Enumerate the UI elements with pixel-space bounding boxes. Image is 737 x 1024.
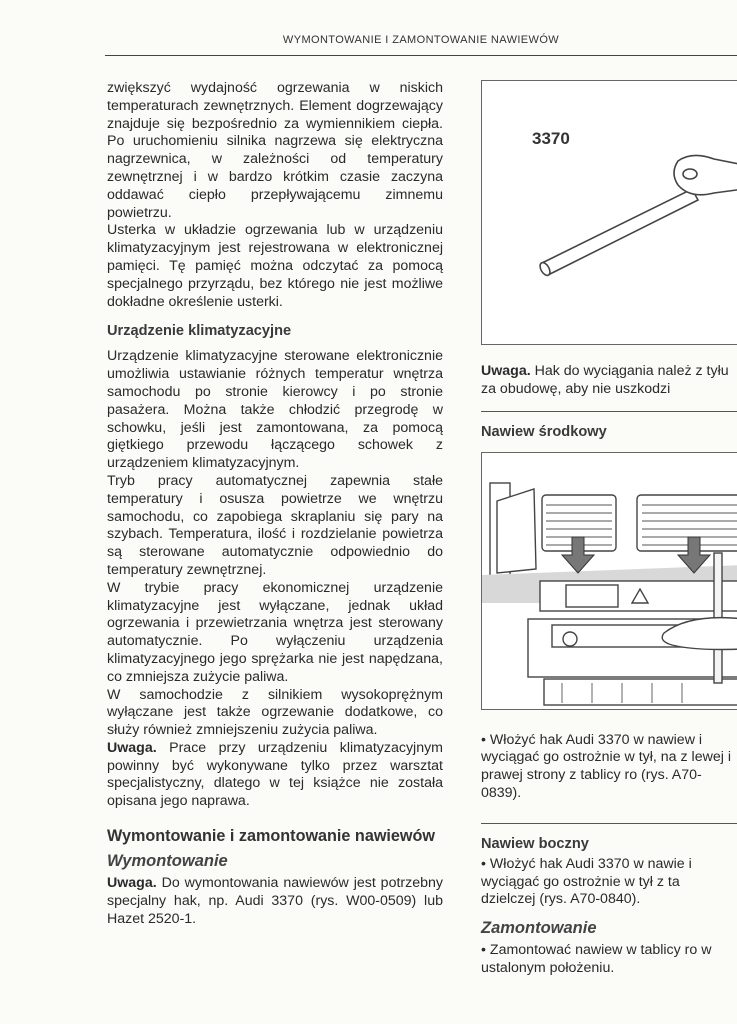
note-label: Uwaga. <box>107 875 157 892</box>
center-vent-instruction: • Włożyć hak Audi 3370 w nawiew i wyciągać go ostrożnie w tył, na z lewej i prawej strony z tablicy ro (rys. A70-0839). <box>481 731 731 801</box>
divider <box>481 411 737 412</box>
note-text: Hak do wyciągania należ z tyłu za obudowę, aby nie uszkodzi <box>481 363 729 397</box>
running-header: WYMONTOWANIE I ZAMONTOWANIE NAWIEWÓW <box>282 34 560 46</box>
paragraph-fault-memory: Usterka w układzie ogrzewania lub w urządzeniu klimatyzacyjnym jest rejestrowana w elektronicznej pamięci. Tę pamięć można odczytać za pomocą specjalnego przyrządu, bez którego nie jest możliwe dokładne określenie usterki. <box>107 222 443 310</box>
side-vent-instruction: • Włożyć hak Audi 3370 w nawie i wyciągać go ostrożnie w tył z ta dzielczej (rys. A70-0840). <box>481 855 692 908</box>
hook-tool-figure <box>481 80 737 345</box>
heading-side-vent: Nawiew boczny <box>481 835 589 852</box>
header-rule <box>105 55 737 56</box>
note-label: Uwaga. <box>481 363 531 379</box>
hook-note <box>481 363 737 399</box>
dashboard-illustration <box>482 453 737 709</box>
paragraph-ac-description: Urządzenie klimatyzacyjne sterowane elektronicznie umożliwia ustawianie różnych temperatur wnętrza samochodu po stronie kierowcy i po stronie pasażera. Można także chłodzić przegrodę w schowku, jeśli jest zamontowana, za pomocą giętkiego przewodu łączącego schowek z urządzeniem klimatyzacyjnym. <box>107 348 443 472</box>
heading-center-vent: Nawiew środkowy <box>481 423 607 440</box>
paragraph-auto-mode: Tryb pracy automatycznej zapewnia stałe temperatury i osusza powietrze we wnętrzu samochodu, co zapobiega skraplaniu się pary na szybach. Temperatura, ilość i rozdzielanie powietrza są sterowane automatycznie odpowiednio do temperatury zewnętrznej. <box>107 472 443 578</box>
divider <box>481 823 737 824</box>
heading-air-conditioning: Urządzenie klimatyzacyjne <box>107 323 292 340</box>
note-text: Do wymontowania nawiewów jest potrzebny specjalny hak, np. Audi 3370 (rys. W00-0509) lub Hazet 2520-1. <box>107 875 443 927</box>
installation-instruction: • Zamontować nawiew w tablicy ro w ustalonym położeniu. <box>481 942 712 976</box>
hook-tool-illustration <box>482 81 737 344</box>
paragraph-diesel: W samochodzie z silnikiem wysokoprężnym wyłączane jest także ogrzewanie dodatkowe, co służy również zmniejszeniu zużycia paliwa. <box>107 686 443 739</box>
paragraph-warning-ac <box>107 740 443 811</box>
paragraph-heater: zwiększyć wydajność ogrzewania w niskich temperaturach zewnętrznych. Element dogrzewający znajduje się bezpośrednio za wymiennikiem ciepła. Po uruchomieniu silnika nagrzewa się elektryczna nagrzewnica, w zależności od temperatury zewnętrznej i w bardzo krótkim czasie zaczyna oddawać ciepło przepływającemu zimnemu powietrzu. <box>107 80 443 221</box>
right-column <box>481 80 737 978</box>
tool-number-label: 3370 <box>532 129 570 148</box>
heading-removal: Wymontowanie <box>107 852 228 871</box>
left-column <box>107 80 443 928</box>
paragraph-econ-mode: W trybie pracy ekonomicznej urządzenie klimatyzacyjne jest wyłączane, jednak układ ogrzewania i przewietrzania wnętrza jest sterowany automatycznie. Po wyłączeniu urządzenia klimatyzacyjnego jego sprężarka nie jest napędzana, co zmniejsza zużycie paliwa. <box>107 579 443 685</box>
heading-vents-section: Wymontowanie i zamontowanie nawiewów <box>107 827 435 846</box>
center-vent-figure <box>481 452 737 710</box>
note-text: Prace przy urządzeniu klimatyzacyjnym powinny być wykonywane tylko przez warsztat specjalistyczny, dlatego w tej książce nie została opisana jego naprawa. <box>107 739 443 810</box>
note-label: Uwaga. <box>107 739 157 756</box>
paragraph-special-hook <box>107 875 443 928</box>
heading-installation: Zamontowanie <box>481 919 597 938</box>
